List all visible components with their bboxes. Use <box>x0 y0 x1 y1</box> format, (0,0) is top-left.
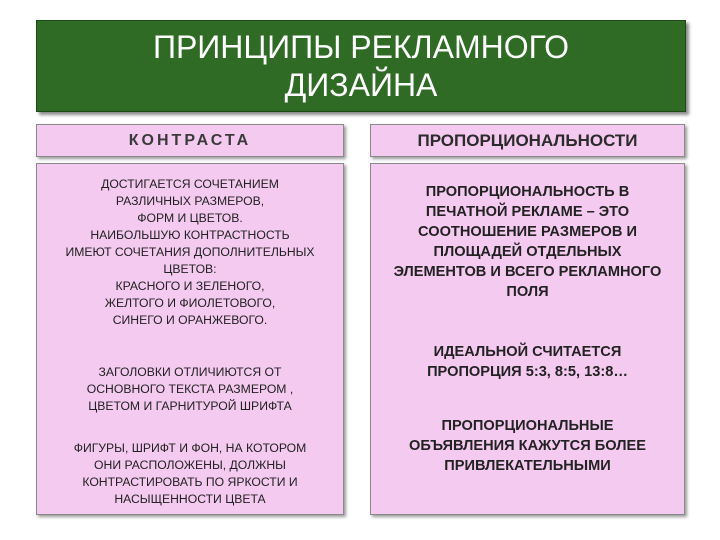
text-line: ОНИ РАСПОЛОЖЕНЫ, ДОЛЖНЫ <box>94 458 286 472</box>
contrast-panel <box>36 163 344 515</box>
text-line: ФОРМ И ЦВЕТОВ. <box>137 211 243 225</box>
contrast-paragraph-3 <box>37 440 343 508</box>
text-line: ИМЕЮТ СОЧЕТАНИЯ ДОПОЛНИТЕЛЬНЫХ <box>65 245 315 259</box>
text-line: НАИБОЛЬШУЮ КОНТРАСТНОСТЬ <box>90 228 290 242</box>
text-line: КОНТРАСТИРОВАТЬ ПО ЯРКОСТИ И <box>82 475 298 489</box>
text-line: ИДЕАЛЬНОЙ СЧИТАЕТСЯ <box>433 344 622 360</box>
proportionality-panel <box>370 163 685 515</box>
text-line: ЭЛЕМЕНТОВ И ВСЕГО РЕКЛАМНОГО <box>393 264 662 280</box>
text-line: ПРОПОРЦИЯ 5:3, 8:5, 13:8… <box>427 364 628 380</box>
text-line: КРАСНОГО И ЗЕЛЕНОГО, <box>115 279 265 293</box>
text-line: СИНЕГО И ОРАНЖЕВОГО. <box>112 313 268 327</box>
title-line-2: ДИЗАЙНА <box>284 67 438 103</box>
proportionality-heading <box>370 124 685 157</box>
text-line: ПЛОЩАДЕЙ ОТДЕЛЬНЫХ <box>433 244 622 260</box>
text-line: ДОСТИГАЕТСЯ СОЧЕТАНИЕМ <box>101 177 279 191</box>
text-line: ЗАГОЛОВКИ ОТЛИЧИЮТСЯ ОТ <box>98 365 282 379</box>
text-line: ПРИВЛЕКАТЕЛЬНЫМИ <box>444 458 611 474</box>
text-line: ПОЛЯ <box>506 284 549 300</box>
text-line: ЦВЕТОВ: <box>163 262 217 276</box>
contrast-paragraph-2 <box>37 364 343 415</box>
title-line-1: ПРИНЦИПЫ РЕКЛАМНОГО <box>152 29 570 65</box>
text-line: ЦВЕТОМ И ГАРНИТУРОЙ ШРИФТА <box>88 399 292 413</box>
contrast-heading <box>36 124 344 157</box>
text-line: СООТНОШЕНИЕ РАЗМЕРОВ И <box>418 224 637 240</box>
text-line: ФИГУРЫ, ШРИФТ И ФОН, НА КОТОРОМ <box>73 441 307 455</box>
proportionality-paragraph-2 <box>371 342 684 382</box>
title-banner <box>36 20 686 112</box>
text-line: ЖЕЛТОГО И ФИОЛЕТОВОГО, <box>104 296 276 310</box>
text-line: НАСЫЩЕННОСТИ ЦВЕТА <box>114 492 266 506</box>
text-line: ПРОПОРЦИОНАЛЬНЫЕ <box>441 418 614 434</box>
text-line: ОСНОВНОГО ТЕКСТА РАЗМЕРОМ , <box>86 382 294 396</box>
contrast-heading-text: КОНТРАСТА <box>128 131 252 149</box>
text-line: ОБЪЯВЛЕНИЯ КАЖУТСЯ БОЛЕЕ <box>409 438 646 454</box>
text-line: ПРОПОРЦИОНАЛЬНОСТЬ В <box>425 184 630 200</box>
proportionality-paragraph-3 <box>371 416 684 476</box>
text-line: РАЗЛИЧНЫХ РАЗМЕРОВ, <box>115 194 265 208</box>
contrast-paragraph-1 <box>37 176 343 329</box>
text-line: ПЕЧАТНОЙ РЕКЛАМЕ – ЭТО <box>425 204 630 220</box>
proportionality-heading-text: ПРОПОРЦИОНАЛЬНОСТИ <box>417 130 638 150</box>
proportionality-paragraph-1 <box>371 182 684 302</box>
